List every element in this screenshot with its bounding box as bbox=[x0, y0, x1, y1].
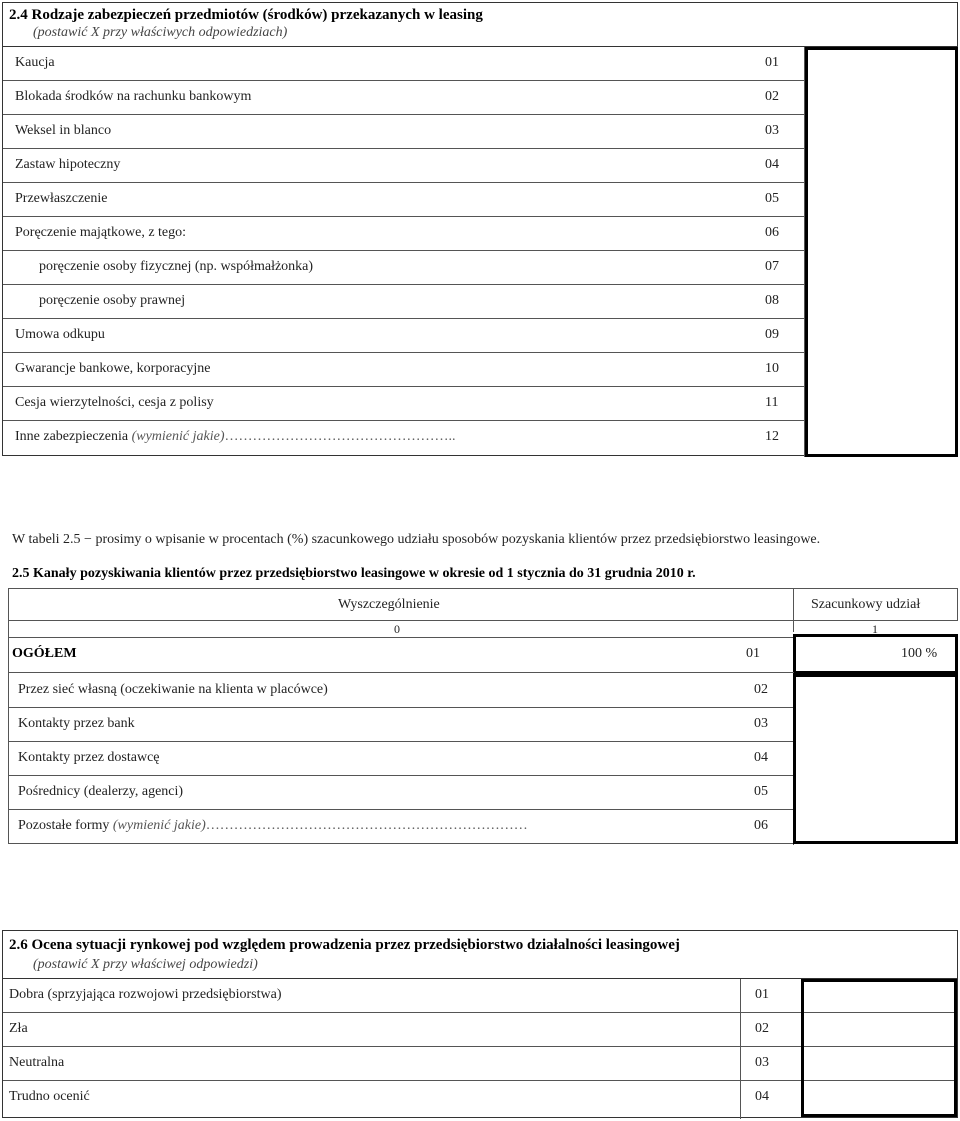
row-code: 07 bbox=[765, 259, 779, 274]
table-row bbox=[3, 47, 805, 81]
table-row bbox=[3, 353, 805, 387]
table-row bbox=[3, 217, 805, 251]
table-row bbox=[8, 776, 794, 810]
section-2-4-answer-box[interactable] bbox=[805, 47, 958, 457]
table-row bbox=[3, 319, 805, 353]
table-row bbox=[8, 810, 794, 844]
column-header-share: Szacunkowy udział bbox=[811, 597, 921, 612]
row-label-text: Zastaw hipoteczny bbox=[15, 157, 121, 172]
table-row bbox=[3, 115, 805, 149]
section-2-6-divider bbox=[740, 979, 741, 1119]
row-code: 10 bbox=[765, 361, 779, 376]
table-row bbox=[3, 387, 805, 421]
table-top-border bbox=[8, 588, 958, 589]
table-row bbox=[3, 81, 805, 115]
column-header-spec: Wyszczególnienie bbox=[338, 597, 440, 612]
row-label bbox=[15, 361, 211, 377]
row-label bbox=[15, 327, 105, 343]
row-label bbox=[9, 987, 282, 1003]
section-2-6-subtitle: (postawić X przy właściwej odpowiedzi) bbox=[33, 957, 258, 972]
row-label bbox=[39, 259, 313, 275]
row-code: 01 bbox=[755, 987, 769, 1002]
row-label-text: Blokada środków na rachunku bankowym bbox=[15, 89, 252, 104]
header-bottom-border bbox=[8, 620, 958, 621]
row-code: 03 bbox=[755, 1055, 769, 1070]
section-2-6-answer-box[interactable] bbox=[801, 979, 957, 1117]
row-label-text: Cesja wierzytelności, cesja z polisy bbox=[15, 395, 214, 410]
row-label-text: Weksel in blanco bbox=[15, 123, 112, 138]
column-number-spec: 0 bbox=[394, 622, 400, 636]
row-code: 05 bbox=[754, 784, 768, 799]
row-label bbox=[18, 784, 183, 800]
row-label-text: Zła bbox=[9, 1021, 28, 1036]
row-label-text: poręczenie osoby prawnej bbox=[39, 293, 186, 308]
table-right-border bbox=[957, 588, 958, 620]
header-divider bbox=[793, 588, 794, 632]
row-label-hint: (wymienić jakie) bbox=[131, 429, 225, 444]
row-label bbox=[18, 750, 160, 766]
section-2-5-table bbox=[8, 588, 958, 844]
row-label bbox=[9, 1089, 90, 1105]
row-label bbox=[15, 123, 111, 139]
row-fill-dots: ………………………………………….. bbox=[224, 429, 456, 444]
row-code: 03 bbox=[754, 716, 768, 731]
row-code: 12 bbox=[765, 429, 779, 444]
row-label bbox=[15, 89, 251, 105]
total-row-bottom bbox=[8, 672, 794, 673]
row-code: 08 bbox=[765, 293, 779, 308]
row-label bbox=[15, 395, 214, 411]
share-answer-box[interactable] bbox=[793, 674, 958, 844]
table-row bbox=[3, 149, 805, 183]
section-2-6-header bbox=[3, 931, 957, 979]
total-value: 100 % bbox=[901, 646, 938, 661]
row-code: 01 bbox=[765, 55, 779, 70]
section-2-4-header bbox=[3, 3, 957, 47]
table-row bbox=[8, 742, 794, 776]
row-label bbox=[15, 157, 120, 173]
column-number-share: 1 bbox=[872, 622, 878, 636]
row-code: 06 bbox=[765, 225, 779, 240]
row-code: 02 bbox=[765, 89, 779, 104]
row-label-text: poręczenie osoby fizycznej (np. współmałżonka) bbox=[39, 259, 314, 274]
row-label-text: Pozostałe formy bbox=[18, 818, 110, 833]
row-label-text: Trudno ocenić bbox=[9, 1089, 90, 1104]
row-label bbox=[9, 1021, 28, 1037]
row-label-text: Kaucja bbox=[15, 55, 55, 70]
row-label bbox=[15, 225, 186, 241]
row-code: 09 bbox=[765, 327, 779, 342]
row-label-text: Umowa odkupu bbox=[15, 327, 105, 342]
row-code: 04 bbox=[755, 1089, 769, 1104]
section-2-4-title: 2.4 Rodzaje zabezpieczeń przedmiotów (środków) przekazanych w leasing bbox=[9, 7, 483, 23]
section-2-4-subtitle: (postawić X przy właściwych odpowiedziach) bbox=[33, 25, 288, 40]
row-label bbox=[18, 818, 528, 834]
section-2-5-title: 2.5 Kanały pozyskiwania klientów przez przedsiębiorstwo leasingowe w okresie od 1 stycznia do 31 grudnia 2010 r. bbox=[12, 566, 696, 581]
row-code: 03 bbox=[765, 123, 779, 138]
row-label-text: Pośrednicy (dealerzy, agenci) bbox=[18, 784, 184, 799]
table-row bbox=[8, 674, 794, 708]
total-code: 01 bbox=[746, 646, 760, 661]
row-code: 02 bbox=[755, 1021, 769, 1036]
total-label: OGÓŁEM bbox=[12, 646, 77, 661]
row-label bbox=[15, 55, 55, 71]
table-row bbox=[3, 251, 805, 285]
table-row bbox=[3, 183, 805, 217]
section-2-4 bbox=[2, 2, 958, 456]
row-label-text: Przewłaszczenie bbox=[15, 191, 108, 206]
section-2-6 bbox=[2, 930, 958, 1118]
row-label bbox=[18, 682, 328, 698]
row-label bbox=[15, 191, 108, 207]
row-code: 02 bbox=[754, 682, 768, 697]
section-2-6-title: 2.6 Ocena sytuacji rynkowej pod względem prowadzenia przez przedsiębiorstwo działalności leasingowej bbox=[9, 937, 680, 953]
table-row bbox=[3, 285, 805, 319]
row-label-text: Dobra (sprzyjająca rozwojowi przedsiębiorstwa) bbox=[9, 987, 282, 1002]
row-label-text: Neutralna bbox=[9, 1055, 65, 1070]
row-code: 05 bbox=[765, 191, 779, 206]
total-row-top bbox=[8, 637, 794, 638]
row-fill-dots: …………………………………………………………… bbox=[205, 818, 528, 833]
row-label-text: Przez sieć własną (oczekiwanie na klienta w placówce) bbox=[18, 682, 328, 697]
row-label-text: Kontakty przez dostawcę bbox=[18, 750, 160, 765]
row-label-text: Poręczenie majątkowe, z tego: bbox=[15, 225, 187, 240]
row-code: 04 bbox=[754, 750, 768, 765]
row-label-text: Kontakty przez bank bbox=[18, 716, 135, 731]
table-row bbox=[8, 708, 794, 742]
row-label bbox=[9, 1055, 64, 1071]
table-row bbox=[3, 421, 805, 455]
row-label-text: Gwarancje bankowe, korporacyjne bbox=[15, 361, 211, 376]
row-code: 11 bbox=[765, 395, 779, 410]
row-code: 04 bbox=[765, 157, 779, 172]
row-label-text: Inne zabezpieczenia bbox=[15, 429, 129, 444]
row-code: 06 bbox=[754, 818, 768, 833]
row-label-hint: (wymienić jakie) bbox=[112, 818, 206, 833]
row-label bbox=[39, 293, 185, 309]
row-label bbox=[18, 716, 135, 732]
row-label bbox=[15, 429, 456, 445]
table-2-5-note: W tabeli 2.5 − prosimy o wpisanie w procentach (%) szacunkowego udziału sposobów pozyskania klientów przez przedsiębiorstwo leasingowe. bbox=[12, 532, 821, 547]
